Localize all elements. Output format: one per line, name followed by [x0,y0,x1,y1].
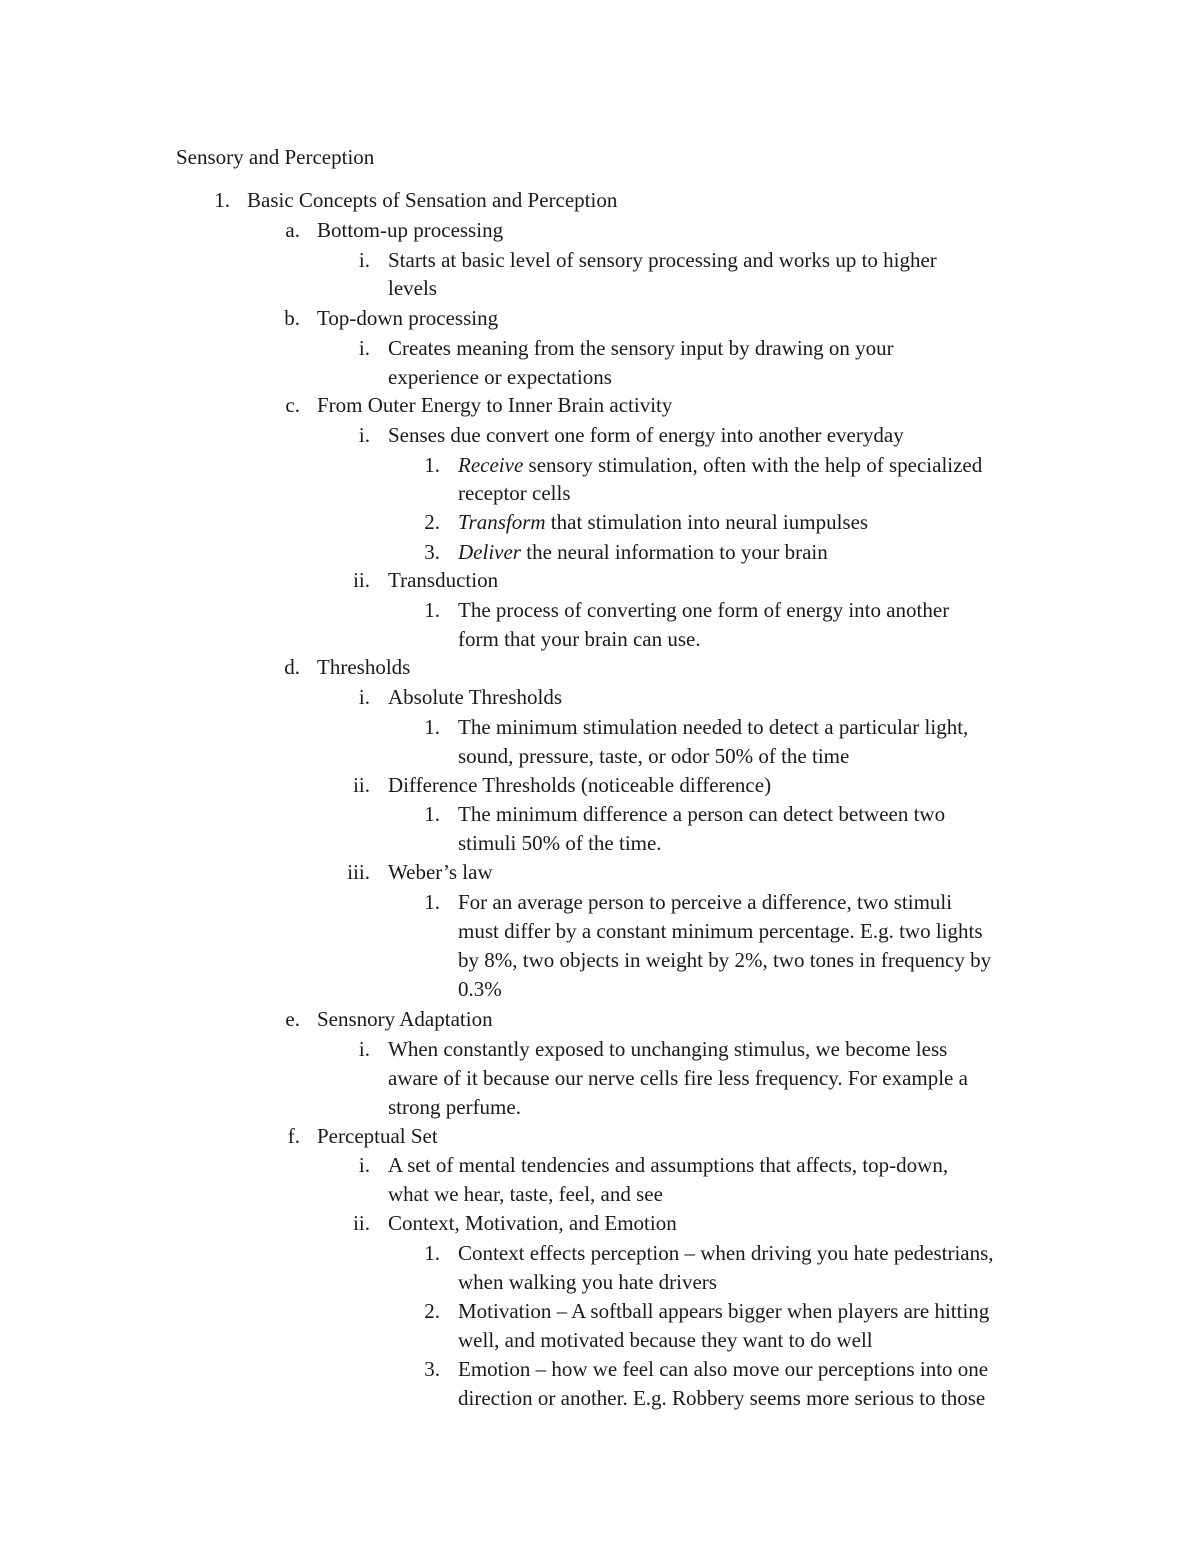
list-item-continuation: aware of it because our nerve cells fire less frequency. For example a [388,1066,968,1090]
list-marker: ii. [353,1211,370,1235]
list-item: For an average person to perceive a difference, two stimuli [458,890,953,914]
list-item-continuation: experience or expectations [388,365,612,389]
list-item-continuation: well, and motivated because they want to do well [458,1328,873,1352]
list-marker: i. [358,248,370,272]
list-item: Context effects perception – when driving you hate pedestrians, [458,1241,994,1265]
list-marker: f. [287,1124,300,1148]
list-marker: ii. [353,568,370,592]
list-item-continuation: levels [388,276,437,300]
list-item: Weber’s law [388,860,493,884]
list-marker: c. [285,393,300,417]
list-item: From Outer Energy to Inner Brain activity [317,393,673,417]
list-item-continuation: direction or another. E.g. Robbery seems more serious to those [458,1386,986,1410]
list-marker: 3. [424,540,440,564]
list-marker: 1. [424,1241,440,1265]
list-marker: d. [284,655,300,679]
list-marker: 2. [424,510,440,534]
list-marker: 1. [424,453,440,477]
list-item: Transduction [388,568,499,592]
list-marker: i. [358,423,370,447]
list-item-text: the neural information to your brain [520,540,828,564]
list-item: A set of mental tendencies and assumptions that affects, top-down, [388,1153,949,1177]
list-item: Sensnory Adaptation [317,1007,493,1031]
list-item-continuation: must differ by a constant minimum percentage. E.g. two lights [458,919,983,943]
list-marker: 1. [424,715,440,739]
list-marker: 3. [424,1357,440,1381]
emphasis-term: Deliver [458,540,521,564]
document-title: Sensory and Perception [176,145,375,169]
list-item: Senses due convert one form of energy into another everyday [388,423,904,447]
list-item [458,451,982,479]
list-item: Difference Thresholds (noticeable difference) [388,773,772,797]
list-marker: 1. [424,598,440,622]
list-marker: 1. [214,188,230,212]
list-item: Perceptual Set [317,1124,438,1148]
list-item-continuation: when walking you hate drivers [458,1270,717,1294]
list-marker: e. [285,1007,300,1031]
list-item: The minimum stimulation needed to detect a particular light, [458,715,969,739]
list-item: Starts at basic level of sensory processing and works up to higher [388,248,937,272]
list-item-continuation: what we hear, taste, feel, and see [388,1182,663,1206]
list-item-continuation: receptor cells [458,481,571,505]
list-marker: 1. [424,890,440,914]
list-item [458,508,868,536]
list-item-continuation: strong perfume. [388,1095,521,1119]
list-marker: i. [358,685,370,709]
list-item-continuation: 0.3% [458,977,502,1001]
list-item: Emotion – how we feel can also move our perceptions into one [458,1357,989,1381]
list-marker: 2. [424,1299,440,1323]
list-item [458,538,828,566]
emphasis-term: Transform [458,510,546,534]
emphasis-term: Receive [458,453,524,477]
list-marker: ii. [353,773,370,797]
list-item: The process of converting one form of energy into another [458,598,950,622]
list-item-text: sensory stimulation, often with the help of specialized [523,453,983,477]
list-marker: a. [285,218,300,242]
list-item-continuation: stimuli 50% of the time. [458,831,662,855]
list-item-text: that stimulation into neural iumpulses [545,510,869,534]
list-item: Context, Motivation, and Emotion [388,1211,677,1235]
list-item: Creates meaning from the sensory input by drawing on your [388,336,894,360]
list-item-continuation: sound, pressure, taste, or odor 50% of the time [458,744,850,768]
list-item: Motivation – A softball appears bigger when players are hitting [458,1299,990,1323]
list-item: Basic Concepts of Sensation and Perception [247,188,618,212]
list-item: Absolute Thresholds [388,685,563,709]
list-item: When constantly exposed to unchanging stimulus, we become less [388,1037,948,1061]
list-marker: i. [358,336,370,360]
list-marker: b. [284,306,300,330]
list-item: Thresholds [317,655,411,679]
list-marker: 1. [424,802,440,826]
list-item-continuation: form that your brain can use. [458,627,701,651]
list-item: The minimum difference a person can detect between two [458,802,946,826]
list-item: Bottom-up processing [317,218,504,242]
list-item: Top-down processing [317,306,499,330]
list-item-continuation: by 8%, two objects in weight by 2%, two tones in frequency by [458,948,992,972]
list-marker: iii. [347,860,370,884]
list-marker: i. [358,1153,370,1177]
list-marker: i. [358,1037,370,1061]
